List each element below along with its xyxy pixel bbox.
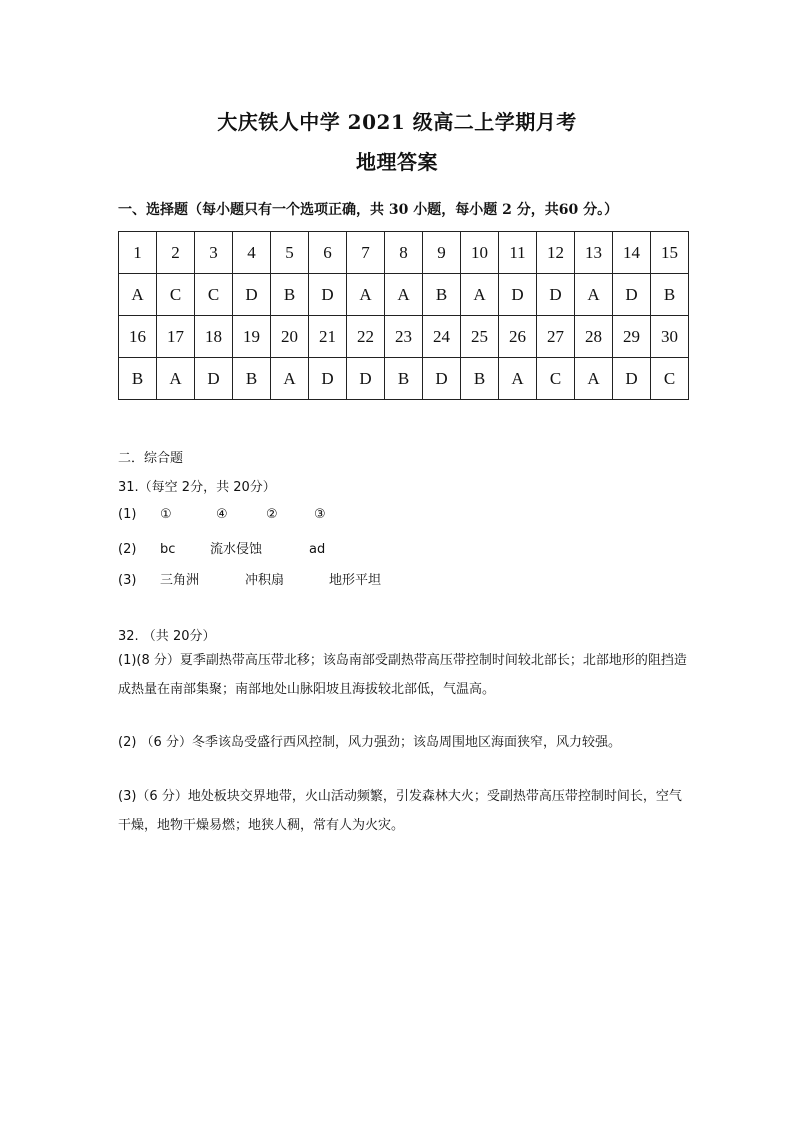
q31-line-3 [118,569,381,588]
question-number-cell: 3 [195,232,233,274]
q32-answer-2: (2) （6 分）冬季该岛受盛行西风控制，风力强劲；该岛周围地区海面狭窄，风力较强。 [118,735,621,750]
answer-cell: B [651,274,689,316]
question-number-cell: 10 [461,232,499,274]
question-number-cell: 22 [347,316,385,358]
answer-cell: D [613,274,651,316]
question-number-cell: 13 [575,232,613,274]
answer-cell: D [309,358,347,400]
answer-cell: B [461,358,499,400]
question-number-cell: 11 [499,232,537,274]
answer-cell: A [575,274,613,316]
answer-cell: A [461,274,499,316]
answer-cell: A [271,358,309,400]
answer-cell: D [195,358,233,400]
question-number-cell: 9 [423,232,461,274]
answer-cell: A [385,274,423,316]
q31-answer: 地形平坦 [329,573,382,588]
answer-cell: D [499,274,537,316]
answer-cell: B [423,274,461,316]
answer-cell: A [119,274,157,316]
table-row [119,316,689,358]
question-number-cell: 4 [233,232,271,274]
question-number-cell: 26 [499,316,537,358]
answer-table [118,231,689,400]
question-number-cell: 2 [157,232,195,274]
question-number-cell: 8 [385,232,423,274]
question-number-cell: 30 [651,316,689,358]
q32-answer-3: (3)（6 分）地处板块交界地带，火山活动频繁，引发森林大火；受副热带高压带控制时间长，空气干燥，地物干燥易燃；地狭人稠，常有人为火灾。 [118,789,682,833]
question-number-cell: 16 [119,316,157,358]
question-number-cell: 19 [233,316,271,358]
question-number-cell: 29 [613,316,651,358]
question-number-cell: 24 [423,316,461,358]
answer-cell: B [385,358,423,400]
question-number-cell: 23 [385,316,423,358]
q31-line-2 [118,538,325,557]
q31-answer: ④ [216,507,228,522]
q31-answer: bc [160,542,176,557]
question-number-cell: 14 [613,232,651,274]
question-number-cell: 6 [309,232,347,274]
question-number-cell: 5 [271,232,309,274]
page-title: 大庆铁人中学 2021 级高二上学期月考 [217,110,577,134]
q31-answer: ① [160,507,172,522]
q31-answer: 流水侵蚀 [210,542,263,557]
answer-cell: D [613,358,651,400]
question-number-cell: 21 [309,316,347,358]
answer-cell: A [575,358,613,400]
q31-header: 31.（每空 2分，共 20分） [118,480,276,495]
table-row [119,358,689,400]
answer-cell: D [309,274,347,316]
q31-line-1 [118,507,326,522]
question-number-cell: 15 [651,232,689,274]
question-number-cell: 17 [157,316,195,358]
question-number-cell: 1 [119,232,157,274]
answer-cell: D [423,358,461,400]
answer-cell: C [651,358,689,400]
question-number-cell: 27 [537,316,575,358]
q31-answer: ③ [314,507,326,522]
answer-cell: B [271,274,309,316]
q31-answer: ad [309,542,326,557]
answer-cell: A [499,358,537,400]
question-number-cell: 18 [195,316,233,358]
answer-cell: C [195,274,233,316]
section-2-heading: 二．综合题 [118,451,184,466]
table-row [119,274,689,316]
answer-cell: D [233,274,271,316]
section-1-heading: 一、选择题（每小题只有一个选项正确，共 30 小题，每小题 2 分，共60 分。） [118,202,619,218]
q31-answer: 三角洲 [160,573,200,588]
answer-cell: C [537,358,575,400]
answer-cell: C [157,274,195,316]
answer-cell: A [347,274,385,316]
q31-line-label: (3) [118,573,137,588]
answer-cell: B [119,358,157,400]
q32-answer-1: (1)(8 分）夏季副热带高压带北移；该岛南部受副热带高压带控制时间较北部长；北部地形的阻挡造成热量在南部集聚；南部地处山脉阳坡且海拔较北部低，气温高。 [118,653,687,697]
q31-line-label: (1) [118,507,137,522]
answer-cell: B [233,358,271,400]
question-number-cell: 12 [537,232,575,274]
q32-header: 32. （共 20分） [118,629,216,644]
q31-line-label: (2) [118,542,137,557]
question-number-cell: 20 [271,316,309,358]
answer-cell: D [537,274,575,316]
answer-cell: A [157,358,195,400]
question-number-cell: 28 [575,316,613,358]
page-subtitle: 地理答案 [356,150,438,174]
q31-answer: 冲积扇 [245,573,285,588]
question-number-cell: 7 [347,232,385,274]
q31-answer: ② [266,507,278,522]
question-number-cell: 25 [461,316,499,358]
answer-cell: D [347,358,385,400]
table-row [119,232,689,274]
